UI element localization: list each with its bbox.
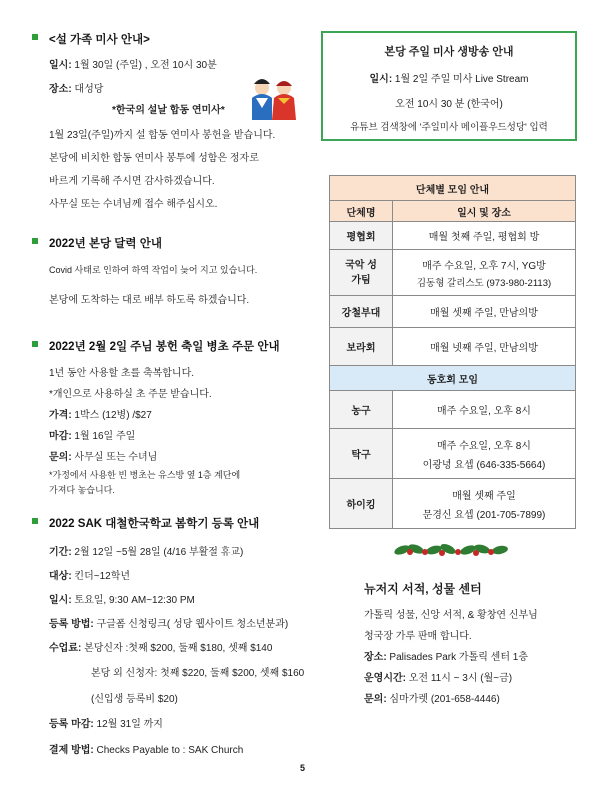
label: 문의: [49,452,72,463]
korean-couple-icon [248,74,298,124]
group-detail: 매월 셋째 주일, 만남의방 [393,296,576,328]
group-detail [393,250,576,296]
group-detail: 매월 첫째 주일, 평협회 방 [393,222,576,250]
label: 마감: [49,431,72,442]
candle-paragraph: *개인으로 사용하실 초 주문 받습니다. [49,389,212,400]
club-detail-line: 문경신 요셉 (201-705-7899) [422,509,546,521]
group-name: 평협회 [330,222,393,250]
club-name: 농구 [330,391,393,429]
candle-inquiry [49,448,157,463]
livestream-search: 유튜브 검색창에 '주일미사 메이플우드성당' 입력 [350,122,548,133]
school-due [49,715,163,730]
bullet-icon [32,34,38,40]
candle-note: *가정에서 사용한 빈 병초는 유스방 옆 1층 계단에 [49,470,241,480]
value: 12월 31일 까지 [93,719,163,730]
section-title-lunar-mass: <설 가족 미사 안내> [49,34,150,46]
group-detail: 매월 넷째 주일, 만남의방 [393,328,576,366]
candle-price [49,406,152,421]
store-paragraph: 청국장 가루 판매 합니다. [364,631,472,642]
club-detail [393,479,576,529]
bullet-icon [32,518,38,524]
column-header-name: 단체명 [330,201,393,222]
livestream-title: 본당 주일 미사 생방송 안내 [384,46,514,58]
value: 2월 12일 ~5월 28일 (4/16 부활절 휴교) [71,547,244,558]
club-name: 하이킹 [330,479,393,529]
value: 1월 30일 (주일) , 오전 10시 30분 [71,60,217,71]
lunar-mass-paragraph: 사무실 또는 수녀님께 접수 해주십시오. [49,199,218,210]
holly-decoration-icon [394,540,514,560]
school-period [49,543,243,558]
club-name: 탁구 [330,429,393,479]
calendar-paragraph: 본당에 도착하는 대로 배부 하도록 하겠습니다. [49,295,250,306]
bullet-icon [32,238,38,244]
label: 등록 마감: [49,719,94,730]
livestream-time: 오전 10시 30 분 (한국어) [395,99,503,110]
column-header-detail: 일시 및 장소 [393,201,576,222]
label: 수업료: [49,643,82,654]
school-payment [49,741,243,756]
candle-paragraph: 1년 동안 사용할 초를 축복합니다. [49,368,195,379]
livestream-date [323,70,575,85]
club-table-title: 동호회 모임 [330,366,576,391]
club-detail-line: 매주 수요일, 오후 8시 [437,440,531,452]
group-name [330,250,393,296]
store-place [364,648,528,663]
label: 일시: [49,595,72,606]
label: 등록 방법: [49,619,94,630]
value: 심마가렛 (201-658-4446) [386,694,500,705]
calendar-paragraph: Covid 사태로 인하여 하역 작업이 늦어 지고 있습니다. [49,265,258,275]
label: 운영시간: [364,673,406,684]
lunar-mass-paragraph: 바르게 기록해 주시면 감사하겠습니다. [49,176,215,187]
value: 1월 2일 주일 미사 Live Stream [392,74,529,85]
group-detail-line: 매주 수요일, 오후 7시, YG방 [422,260,546,272]
school-fee-external: 본당 외 신청자: 첫째 $220, 둘째 $200, 셋째 $160 [91,668,305,679]
label: 가격: [49,410,72,421]
club-detail-line: 매월 셋째 주일 [452,490,516,502]
label: 장소: [364,652,387,663]
label: 일시: [369,74,393,85]
value: 본당신자 :첫째 $200, 둘째 $180, 셋째 $140 [81,643,273,654]
value: 대성당 [71,84,104,95]
livestream-box [321,31,577,141]
store-paragraph: 가톨릭 성물, 신앙 서적, & 황창연 신부님 [364,610,538,621]
label: 문의: [364,694,387,705]
store-hours [364,669,512,684]
candle-deadline [49,427,135,442]
school-fee-registration: (신입생 등록비 $20) [91,694,178,705]
candle-note: 가져다 놓습니다. [49,485,115,495]
club-detail [393,429,576,479]
club-detail-line: 이광녕 요셉 (646-335-5664) [422,459,546,471]
memorial-mass-subheading: *한국의 설날 합동 연미사* [112,105,225,116]
group-table-title: 단체별 모임 안내 [330,176,576,201]
bullet-icon [32,341,38,347]
club-detail: 매주 수요일, 오후 8시 [393,391,576,429]
page-number: 5 [300,763,306,773]
school-method [49,615,288,630]
lunar-mass-place [49,80,103,95]
store-inquiry [364,690,500,705]
value: 사무실 또는 수녀님 [71,452,158,463]
lunar-mass-date [49,56,217,71]
school-target [49,567,130,582]
lunar-mass-paragraph: 1월 23일(주일)까지 설 합동 연미사 봉헌을 받습니다. [49,130,276,141]
lunar-mass-paragraph: 본당에 비치한 합동 연미사 봉투에 성함은 정자로 [49,153,259,164]
section-title-candle-order: 2022년 2월 2일 주님 봉헌 축일 병초 주문 안내 [49,341,280,353]
group-detail-line: 김동형 갈리스도 (973-980-2113) [416,277,552,289]
label: 기간: [49,547,72,558]
value: 토요일, 9:30 AM~12:30 PM [71,595,195,606]
section-title-calendar: 2022년 본당 달력 안내 [49,238,162,250]
school-time [49,591,195,606]
group-name-text: 국악 성가팀 [345,259,377,286]
group-meeting-table [329,175,576,529]
value: 1월 16일 주일 [71,431,136,442]
group-name: 강철부대 [330,296,393,328]
section-title-korean-school: 2022 SAK 대철한국학교 봄학기 등록 안내 [49,518,260,530]
label: 결제 방법: [49,745,94,756]
group-name: 보라회 [330,328,393,366]
value: 구글폼 신청링크( 성당 웹사이트 청소년분과) [93,619,289,630]
school-fee [49,639,272,654]
value: 킨더~12학년 [71,571,131,582]
label: 대상: [49,571,72,582]
value: 1박스 (12병) /$27 [71,410,152,421]
label: 장소: [49,84,72,95]
value: 오전 11시 ~ 3시 (월~금) [405,673,513,684]
label: 일시: [49,60,72,71]
value: Checks Payable to : SAK Church [93,745,244,756]
value: Palisades Park 가톨릭 센터 1층 [386,652,528,663]
store-title: 뉴저지 서적, 성물 센터 [364,582,482,596]
